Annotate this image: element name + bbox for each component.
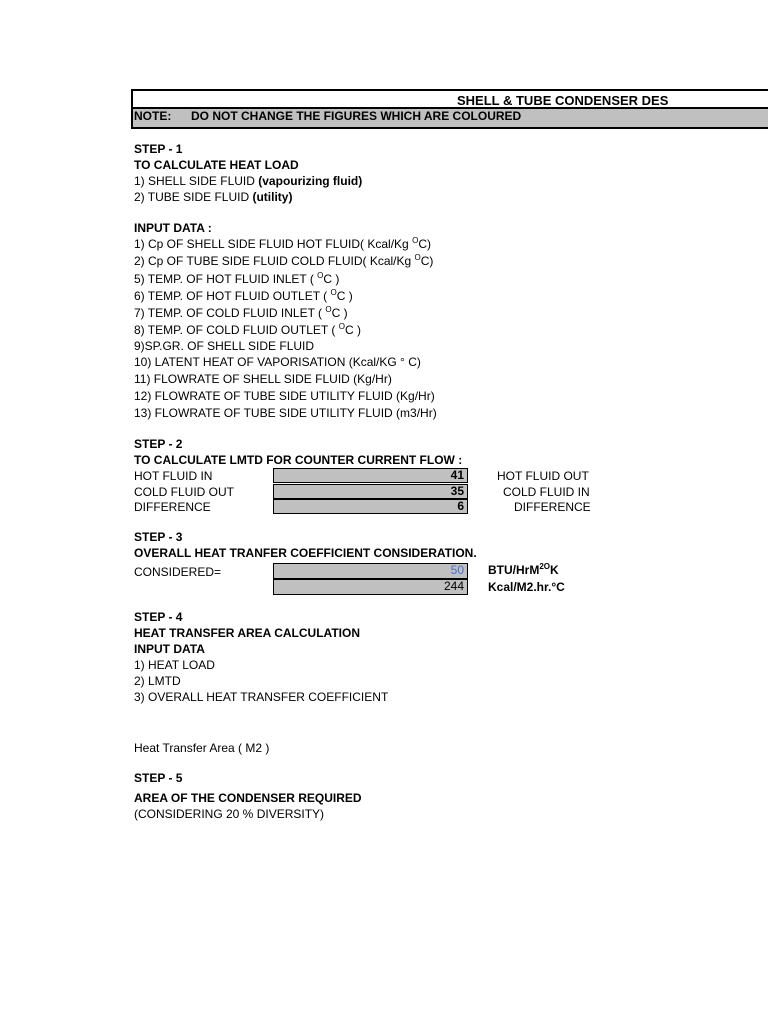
degree-sup: O: [317, 271, 324, 280]
unit-btu-text: BTU/HrM: [488, 563, 540, 577]
note-text: DO NOT CHANGE THE FIGURES WHICH ARE COLOURED: [191, 109, 522, 123]
unit-text: C): [420, 254, 434, 268]
lmtd-row-right: HOT FLUID OUT: [497, 469, 589, 483]
degree-sup: O: [412, 236, 419, 245]
step4-item: 3) OVERALL HEAT TRANSFER COEFFICIENT: [134, 690, 389, 704]
input-row: [134, 237, 431, 253]
input-data-heading: INPUT DATA :: [134, 221, 212, 235]
unit-btu: [488, 563, 559, 579]
step2-subheading: TO CALCULATE LMTD FOR COUNTER CURRENT FLOW :: [134, 453, 463, 467]
unit-kcal: Kcal/M2.hr.°C: [488, 580, 565, 594]
unit-btu-sup: 2O: [539, 562, 550, 571]
input-label: 6) TEMP. OF HOT FLUID OUTLET (: [134, 289, 331, 303]
note-label: NOTE:: [134, 109, 172, 123]
input-row: 13) FLOWRATE OF TUBE SIDE UTILITY FLUID (m3/Hr): [134, 406, 437, 420]
step1-item1-text: 1) SHELL SIDE FLUID: [134, 174, 259, 188]
step1-item2-text: 2) TUBE SIDE FLUID: [134, 190, 253, 204]
input-row: [134, 323, 361, 339]
input-row: [134, 272, 339, 288]
unit-btu-k: K: [550, 563, 559, 577]
step4-item: 2) LMTD: [134, 674, 181, 688]
input-label: 2) Cp OF TUBE SIDE FLUID COLD FLUID( Kcal/Kg: [134, 254, 415, 268]
unit-text: C): [418, 237, 431, 251]
degree-sup: O: [338, 322, 345, 331]
lmtd-row-label: HOT FLUID IN: [134, 469, 213, 483]
u-value-kcal-cell[interactable]: 244: [273, 579, 468, 595]
lmtd-row-label: DIFFERENCE: [134, 500, 211, 514]
heat-transfer-area-label: Heat Transfer Area ( M2 ): [134, 741, 270, 755]
step1-heading: STEP - 1: [134, 142, 183, 156]
step1-subheading: TO CALCULATE HEAT LOAD: [134, 158, 299, 172]
input-row: 9)SP.GR. OF SHELL SIDE FLUID: [134, 339, 315, 353]
step4-item: 1) HEAT LOAD: [134, 658, 215, 672]
step2-heading: STEP - 2: [134, 437, 183, 451]
step3-subheading: OVERALL HEAT TRANFER COEFFICIENT CONSIDERATION.: [134, 546, 477, 560]
unit-text: C ): [323, 272, 340, 286]
step4-subheading: HEAT TRANSFER AREA CALCULATION: [134, 626, 360, 640]
input-label: 5) TEMP. OF HOT FLUID INLET (: [134, 272, 318, 286]
input-row: 11) FLOWRATE OF SHELL SIDE FLUID (Kg/Hr): [134, 372, 392, 386]
lmtd-cell[interactable]: 35: [273, 484, 468, 499]
lmtd-row-right: DIFFERENCE: [514, 500, 591, 514]
step5-note: (CONSIDERING 20 % DIVERSITY): [134, 807, 325, 821]
input-label: 1) Cp OF SHELL SIDE FLUID HOT FLUID( Kcal/Kg: [134, 237, 413, 251]
lmtd-row-label: COLD FLUID OUT: [134, 485, 235, 499]
considered-label: CONSIDERED=: [134, 565, 222, 579]
degree-sup: O: [325, 305, 332, 314]
step1-item2: [134, 190, 292, 205]
step1-item1-bold: (vapourizing fluid): [258, 174, 363, 188]
degree-sup: O: [414, 253, 421, 262]
unit-text: C ): [344, 323, 361, 337]
input-row: [134, 306, 348, 322]
lmtd-cell[interactable]: 41: [273, 468, 468, 483]
sheet-title: SHELL & TUBE CONDENSER DES: [457, 93, 669, 108]
lmtd-row-right: COLD FLUID IN: [503, 485, 590, 499]
step1-item2-bold: (utility): [252, 190, 293, 204]
step5-subheading: AREA OF THE CONDENSER REQUIRED: [134, 791, 362, 805]
step3-heading: STEP - 3: [134, 530, 183, 544]
step5-heading: STEP - 5: [134, 771, 183, 785]
input-row: 12) FLOWRATE OF TUBE SIDE UTILITY FLUID (Kg/Hr): [134, 389, 435, 403]
input-label: 8) TEMP. OF COLD FLUID OUTLET (: [134, 323, 339, 337]
step4-input-heading: INPUT DATA: [134, 642, 205, 656]
title-box: [131, 89, 768, 109]
input-row: [134, 254, 433, 270]
input-row: 10) LATENT HEAT OF VAPORISATION (Kcal/KG ° C): [134, 355, 421, 369]
input-label: 7) TEMP. OF COLD FLUID INLET (: [134, 306, 326, 320]
lmtd-cell[interactable]: 6: [273, 499, 468, 514]
unit-text: C ): [336, 289, 353, 303]
degree-sup: O: [330, 288, 337, 297]
step4-heading: STEP - 4: [134, 610, 183, 624]
u-value-btu-cell[interactable]: 50: [273, 563, 468, 579]
step1-item1: [134, 174, 362, 189]
unit-text: C ): [331, 306, 348, 320]
input-row: [134, 289, 353, 305]
